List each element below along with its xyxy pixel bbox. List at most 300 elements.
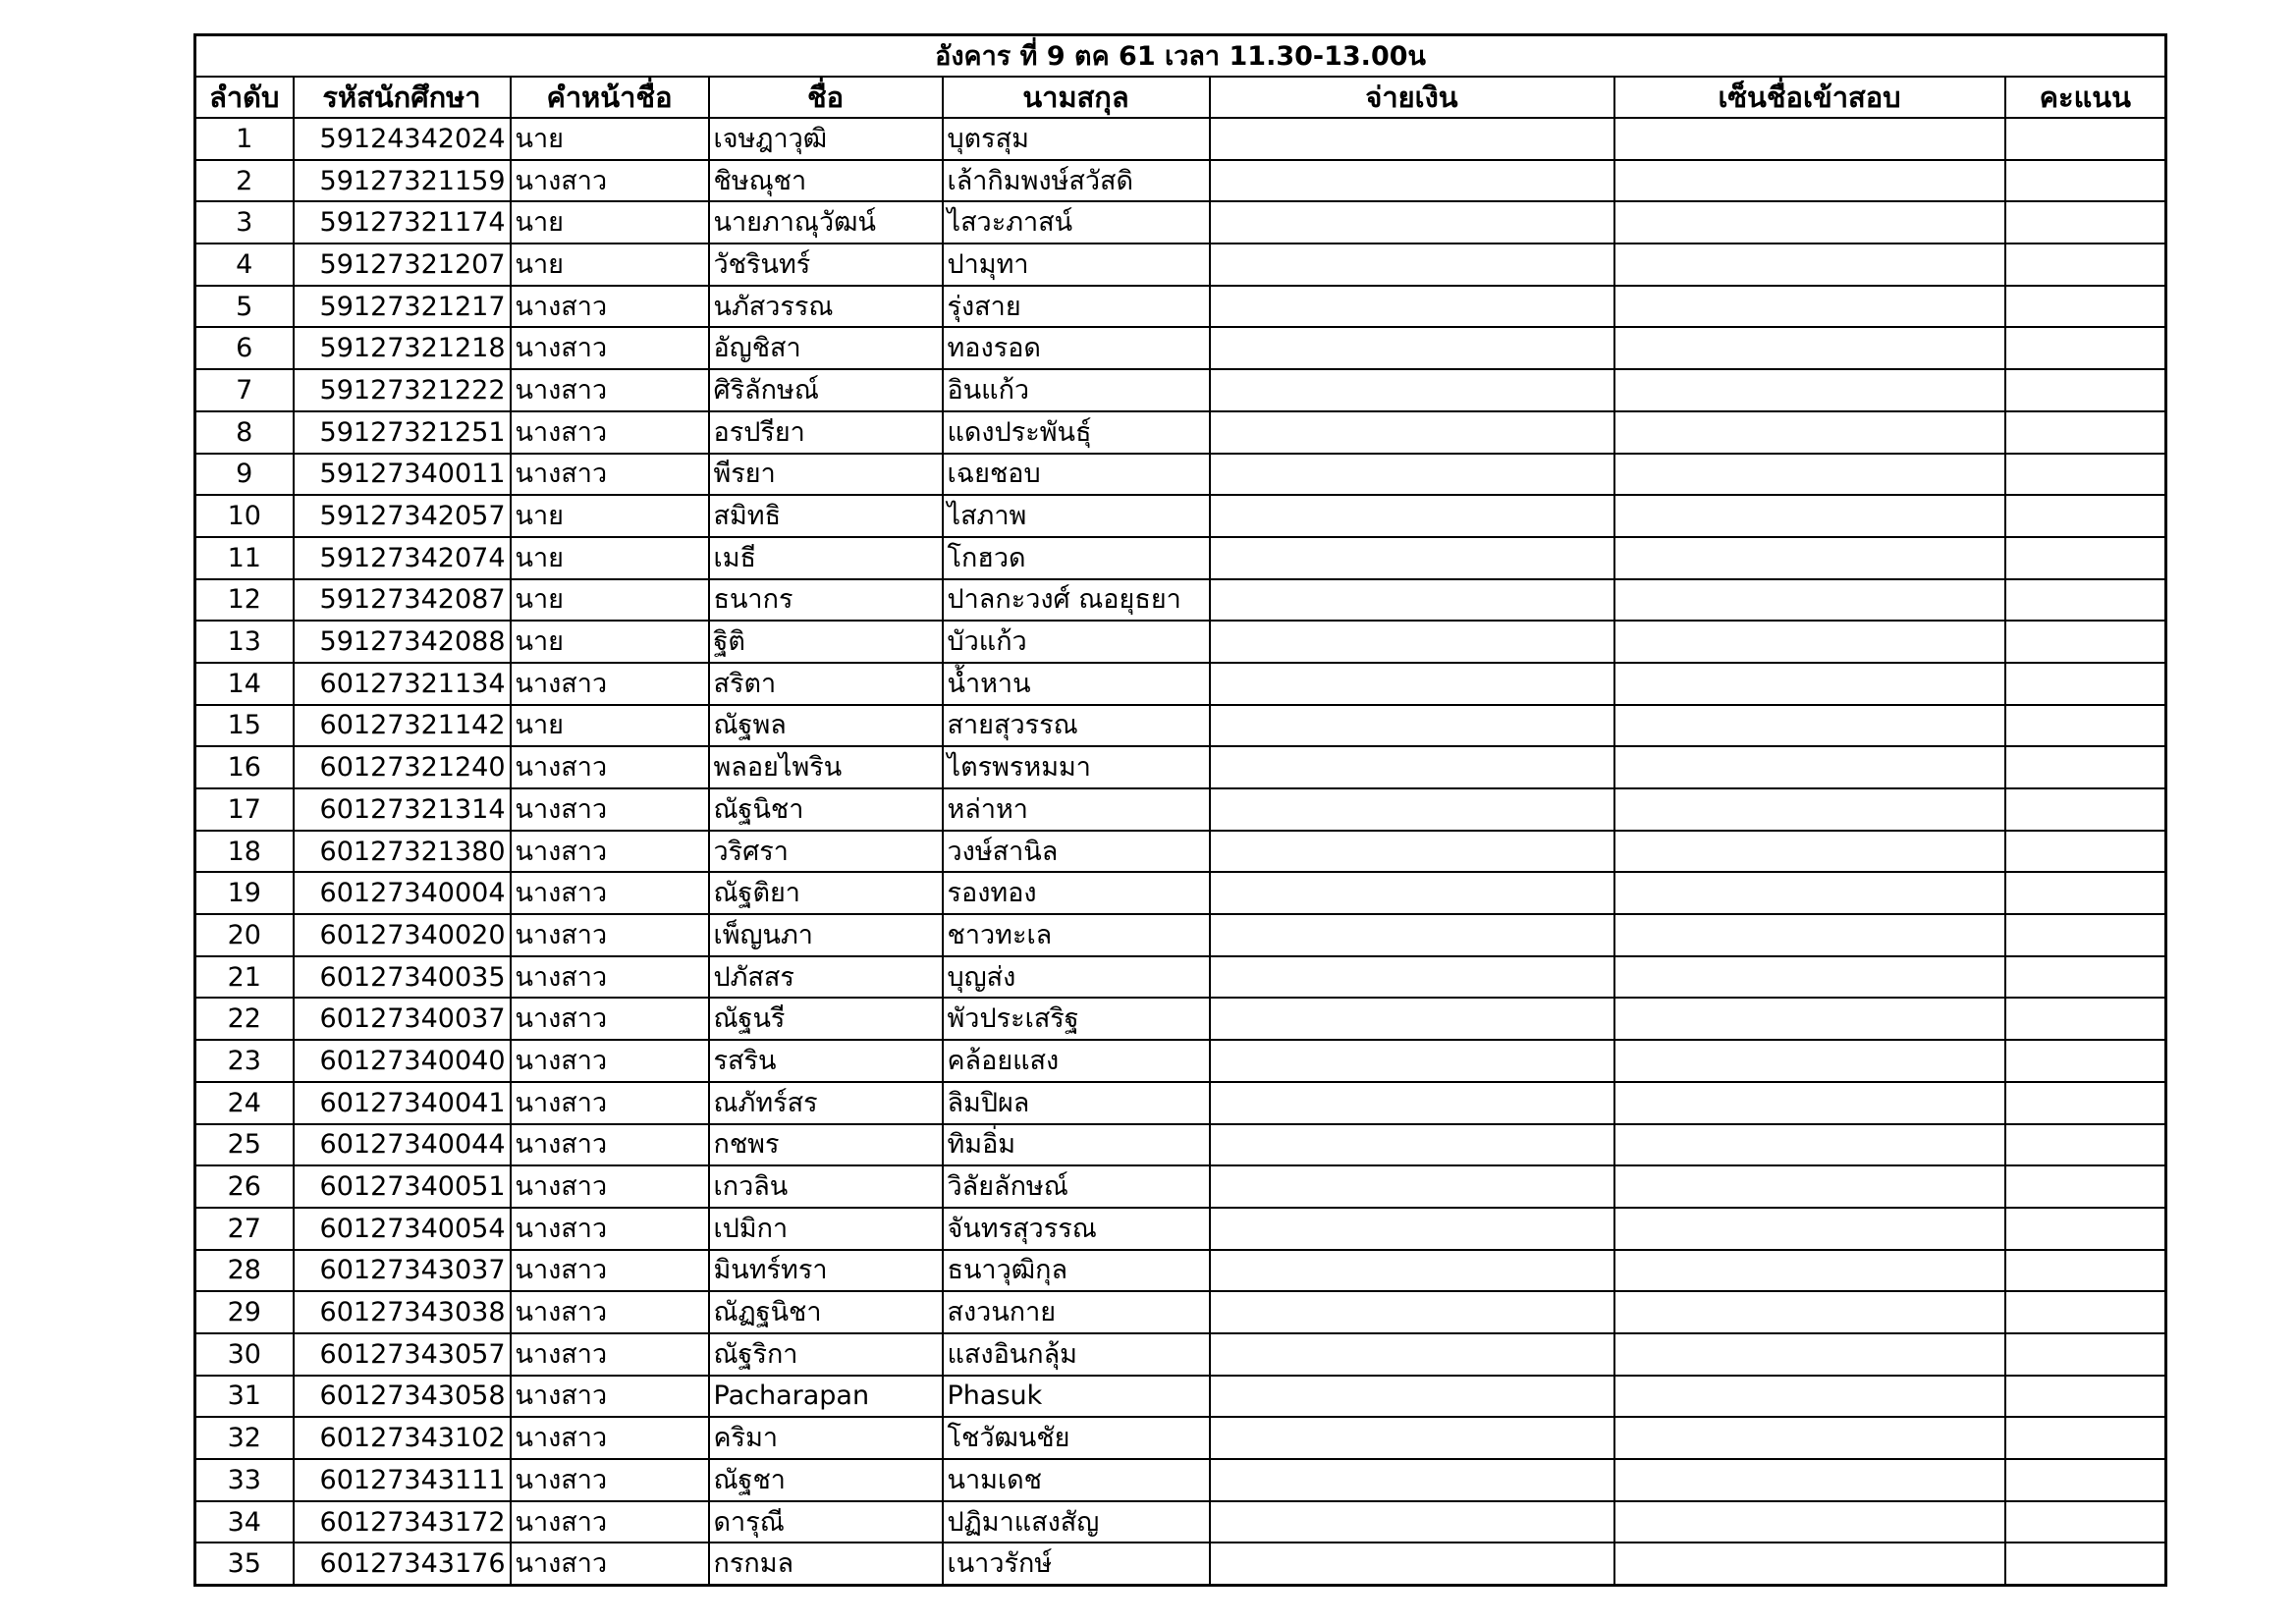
student-id-cell: 60127343038	[294, 1291, 511, 1333]
first-name-cell: ณัฏฐนิชา	[709, 1291, 943, 1333]
first-name-cell: ณภัทร์สร	[709, 1082, 943, 1124]
score-cell	[2005, 956, 2166, 999]
payment-cell	[1210, 579, 1614, 622]
prefix-cell: นาย	[511, 201, 709, 244]
row-number: 16	[195, 746, 294, 788]
row-number: 27	[195, 1208, 294, 1250]
student-id-cell: 60127340041	[294, 1082, 511, 1124]
last-name-cell: โชวัฒนชัย	[943, 1417, 1210, 1459]
student-id-cell: 60127343102	[294, 1417, 511, 1459]
last-name-cell: ปฏิมาแสงสัญ	[943, 1501, 1210, 1543]
table-row	[195, 1250, 2166, 1292]
score-cell	[2005, 118, 2166, 160]
prefix-cell: นางสาว	[511, 1333, 709, 1376]
student-id-cell: 60127340044	[294, 1124, 511, 1166]
row-number: 23	[195, 1040, 294, 1082]
first-name-cell: ณัฐนรี	[709, 998, 943, 1040]
student-id-cell: 59127342074	[294, 537, 511, 579]
signature-cell	[1614, 579, 2005, 622]
header-payment: จ่ายเงิน	[1210, 77, 1614, 118]
last-name-cell: ทิมอิ่ม	[943, 1124, 1210, 1166]
row-number: 7	[195, 369, 294, 411]
last-name-cell: แดงประพันธุ์	[943, 411, 1210, 454]
student-id-cell: 60127340051	[294, 1165, 511, 1208]
prefix-cell: นางสาว	[511, 998, 709, 1040]
signature-cell	[1614, 244, 2005, 286]
prefix-cell: นางสาว	[511, 454, 709, 496]
row-number: 29	[195, 1291, 294, 1333]
last-name-cell: พัวประเสริฐ	[943, 998, 1210, 1040]
prefix-cell: นาย	[511, 118, 709, 160]
first-name-cell: สริตา	[709, 663, 943, 705]
row-number: 26	[195, 1165, 294, 1208]
score-cell	[2005, 1165, 2166, 1208]
payment-cell	[1210, 411, 1614, 454]
table-row	[195, 1459, 2166, 1501]
last-name-cell: นามเดช	[943, 1459, 1210, 1501]
signature-cell	[1614, 1376, 2005, 1418]
student-id-cell: 60127340004	[294, 872, 511, 914]
first-name-cell: วัชรินทร์	[709, 244, 943, 286]
signature-cell	[1614, 1333, 2005, 1376]
table-row	[195, 914, 2166, 956]
score-cell	[2005, 1040, 2166, 1082]
table-row	[195, 537, 2166, 579]
score-cell	[2005, 411, 2166, 454]
payment-cell	[1210, 495, 1614, 537]
student-id-cell: 60127321142	[294, 705, 511, 747]
table-row	[195, 1291, 2166, 1333]
prefix-cell: นางสาว	[511, 1082, 709, 1124]
first-name-cell: สมิทธิ	[709, 495, 943, 537]
last-name-cell: บัวแก้ว	[943, 621, 1210, 663]
last-name-cell: รุ่งสาย	[943, 286, 1210, 328]
payment-cell	[1210, 621, 1614, 663]
last-name-cell: ไสภาพ	[943, 495, 1210, 537]
student-id-cell: 60127321380	[294, 831, 511, 873]
student-id-cell: 60127343176	[294, 1543, 511, 1585]
signature-cell	[1614, 495, 2005, 537]
payment-cell	[1210, 831, 1614, 873]
table-row	[195, 201, 2166, 244]
header-prefix: คำหน้าชื่อ	[511, 77, 709, 118]
header-last-name: นามสกุล	[943, 77, 1210, 118]
payment-cell	[1210, 1291, 1614, 1333]
student-id-cell: 60127321314	[294, 788, 511, 831]
row-number: 3	[195, 201, 294, 244]
row-number: 20	[195, 914, 294, 956]
table-row	[195, 1501, 2166, 1543]
score-cell	[2005, 1250, 2166, 1292]
row-number: 15	[195, 705, 294, 747]
payment-cell	[1210, 201, 1614, 244]
first-name-cell: ธนากร	[709, 579, 943, 622]
first-name-cell: อัญชิสา	[709, 327, 943, 369]
table-row	[195, 1417, 2166, 1459]
table-row	[195, 1543, 2166, 1585]
payment-cell	[1210, 663, 1614, 705]
first-name-cell: ณัฐริกา	[709, 1333, 943, 1376]
prefix-cell: นางสาว	[511, 411, 709, 454]
score-cell	[2005, 831, 2166, 873]
signature-cell	[1614, 1291, 2005, 1333]
signature-cell	[1614, 1543, 2005, 1585]
score-cell	[2005, 746, 2166, 788]
table-row	[195, 1165, 2166, 1208]
first-name-cell: กชพร	[709, 1124, 943, 1166]
table-row	[195, 1124, 2166, 1166]
signature-cell	[1614, 1417, 2005, 1459]
first-name-cell: กรกมล	[709, 1543, 943, 1585]
table-row	[195, 1082, 2166, 1124]
payment-cell	[1210, 872, 1614, 914]
last-name-cell: ไสวะภาสน์	[943, 201, 1210, 244]
first-name-cell: เจษฎาวุฒิ	[709, 118, 943, 160]
row-number: 17	[195, 788, 294, 831]
row-number: 11	[195, 537, 294, 579]
first-name-cell: ดารุณี	[709, 1501, 943, 1543]
score-cell	[2005, 579, 2166, 622]
signature-cell	[1614, 160, 2005, 202]
prefix-cell: นางสาว	[511, 1291, 709, 1333]
score-cell	[2005, 1333, 2166, 1376]
student-id-cell: 60127340037	[294, 998, 511, 1040]
signature-cell	[1614, 1124, 2005, 1166]
prefix-cell: นาย	[511, 537, 709, 579]
last-name-cell: ลิมปิผล	[943, 1082, 1210, 1124]
student-id-cell: 59127321217	[294, 286, 511, 328]
payment-cell	[1210, 998, 1614, 1040]
row-number: 30	[195, 1333, 294, 1376]
table-row	[195, 1376, 2166, 1418]
signature-cell	[1614, 1501, 2005, 1543]
payment-cell	[1210, 1376, 1614, 1418]
signature-cell	[1614, 831, 2005, 873]
signature-cell	[1614, 663, 2005, 705]
payment-cell	[1210, 454, 1614, 496]
signature-cell	[1614, 118, 2005, 160]
student-id-cell: 59127321159	[294, 160, 511, 202]
row-number: 18	[195, 831, 294, 873]
row-number: 4	[195, 244, 294, 286]
payment-cell	[1210, 788, 1614, 831]
last-name-cell: ชาวทะเล	[943, 914, 1210, 956]
first-name-cell: ชิษณุชา	[709, 160, 943, 202]
first-name-cell: คริมา	[709, 1417, 943, 1459]
signature-cell	[1614, 705, 2005, 747]
table-row	[195, 956, 2166, 999]
table-row	[195, 746, 2166, 788]
last-name-cell: คล้อยแสง	[943, 1040, 1210, 1082]
payment-cell	[1210, 1501, 1614, 1543]
score-cell	[2005, 998, 2166, 1040]
score-cell	[2005, 369, 2166, 411]
score-cell	[2005, 537, 2166, 579]
payment-cell	[1210, 1208, 1614, 1250]
student-id-cell: 59127342087	[294, 579, 511, 622]
table-row	[195, 495, 2166, 537]
table-row	[195, 411, 2166, 454]
first-name-cell: พลอยไพริน	[709, 746, 943, 788]
table-row	[195, 118, 2166, 160]
table-row	[195, 1333, 2166, 1376]
student-id-cell: 60127343058	[294, 1376, 511, 1418]
student-id-cell: 60127321134	[294, 663, 511, 705]
prefix-cell: นางสาว	[511, 788, 709, 831]
student-id-cell: 59127321174	[294, 201, 511, 244]
student-id-cell: 60127343037	[294, 1250, 511, 1292]
score-cell	[2005, 872, 2166, 914]
table-row	[195, 160, 2166, 202]
score-cell	[2005, 1208, 2166, 1250]
student-id-cell: 60127321240	[294, 746, 511, 788]
prefix-cell: นางสาว	[511, 1040, 709, 1082]
first-name-cell: เกวลิน	[709, 1165, 943, 1208]
prefix-cell: นาย	[511, 579, 709, 622]
table-row	[195, 788, 2166, 831]
last-name-cell: ปามุทา	[943, 244, 1210, 286]
table-row	[195, 998, 2166, 1040]
payment-cell	[1210, 956, 1614, 999]
first-name-cell: รสริน	[709, 1040, 943, 1082]
table-row	[195, 1040, 2166, 1082]
payment-cell	[1210, 160, 1614, 202]
row-number: 31	[195, 1376, 294, 1418]
signature-cell	[1614, 1208, 2005, 1250]
signature-cell	[1614, 537, 2005, 579]
student-id-cell: 60127340040	[294, 1040, 511, 1082]
payment-cell	[1210, 244, 1614, 286]
table-row	[195, 1208, 2166, 1250]
payment-cell	[1210, 1124, 1614, 1166]
first-name-cell: ฐิติ	[709, 621, 943, 663]
score-cell	[2005, 1082, 2166, 1124]
payment-cell	[1210, 1543, 1614, 1585]
score-cell	[2005, 621, 2166, 663]
payment-cell	[1210, 327, 1614, 369]
first-name-cell: เมธี	[709, 537, 943, 579]
header-no: ลำดับ	[195, 77, 294, 118]
row-number: 10	[195, 495, 294, 537]
payment-cell	[1210, 537, 1614, 579]
last-name-cell: หล่าหา	[943, 788, 1210, 831]
row-number: 14	[195, 663, 294, 705]
payment-cell	[1210, 746, 1614, 788]
row-number: 8	[195, 411, 294, 454]
last-name-cell: น้ำหาน	[943, 663, 1210, 705]
student-id-cell: 59127321218	[294, 327, 511, 369]
prefix-cell: นางสาว	[511, 1376, 709, 1418]
row-number: 1	[195, 118, 294, 160]
signature-cell	[1614, 872, 2005, 914]
first-name-cell: ณัฐติยา	[709, 872, 943, 914]
first-name-cell: วริศรา	[709, 831, 943, 873]
prefix-cell: นาย	[511, 495, 709, 537]
last-name-cell: อินแก้ว	[943, 369, 1210, 411]
table-row	[195, 286, 2166, 328]
last-name-cell: สงวนกาย	[943, 1291, 1210, 1333]
first-name-cell: เพ็ญนภา	[709, 914, 943, 956]
row-number: 19	[195, 872, 294, 914]
last-name-cell: เล้ากิมพงษ์สวัสดิ	[943, 160, 1210, 202]
signature-cell	[1614, 286, 2005, 328]
row-number: 9	[195, 454, 294, 496]
table-row	[195, 872, 2166, 914]
signature-cell	[1614, 1459, 2005, 1501]
last-name-cell: สายสุวรรณ	[943, 705, 1210, 747]
last-name-cell: จันทรสุวรรณ	[943, 1208, 1210, 1250]
payment-cell	[1210, 1459, 1614, 1501]
table-row	[195, 663, 2166, 705]
first-name-cell: ณัฐพล	[709, 705, 943, 747]
student-id-cell: 59127340011	[294, 454, 511, 496]
prefix-cell: นางสาว	[511, 872, 709, 914]
payment-cell	[1210, 1333, 1614, 1376]
score-cell	[2005, 495, 2166, 537]
first-name-cell: ปภัสสร	[709, 956, 943, 999]
student-id-cell: 60127340054	[294, 1208, 511, 1250]
table-row	[195, 454, 2166, 496]
header-score: คะแนน	[2005, 77, 2166, 118]
prefix-cell: นางสาว	[511, 746, 709, 788]
table-body	[195, 118, 2166, 1585]
row-number: 12	[195, 579, 294, 622]
exam-attendance-table	[193, 33, 2167, 1587]
signature-cell	[1614, 621, 2005, 663]
payment-cell	[1210, 1165, 1614, 1208]
prefix-cell: นางสาว	[511, 831, 709, 873]
student-id-cell: 59127342088	[294, 621, 511, 663]
prefix-cell: นางสาว	[511, 1459, 709, 1501]
signature-cell	[1614, 1082, 2005, 1124]
student-id-cell: 59124342024	[294, 118, 511, 160]
score-cell	[2005, 1543, 2166, 1585]
signature-cell	[1614, 956, 2005, 999]
payment-cell	[1210, 914, 1614, 956]
table-row	[195, 369, 2166, 411]
score-cell	[2005, 1417, 2166, 1459]
last-name-cell: Phasuk	[943, 1376, 1210, 1418]
score-cell	[2005, 1501, 2166, 1543]
table-row	[195, 327, 2166, 369]
first-name-cell: ศิริลักษณ์	[709, 369, 943, 411]
signature-cell	[1614, 914, 2005, 956]
signature-cell	[1614, 1250, 2005, 1292]
payment-cell	[1210, 1040, 1614, 1082]
first-name-cell: ณัฐชา	[709, 1459, 943, 1501]
last-name-cell: บุญส่ง	[943, 956, 1210, 999]
row-number: 34	[195, 1501, 294, 1543]
row-number: 25	[195, 1124, 294, 1166]
prefix-cell: นางสาว	[511, 1501, 709, 1543]
prefix-cell: นางสาว	[511, 1208, 709, 1250]
first-name-cell: นภัสวรรณ	[709, 286, 943, 328]
student-id-cell: 60127343172	[294, 1501, 511, 1543]
row-number: 22	[195, 998, 294, 1040]
prefix-cell: นางสาว	[511, 1250, 709, 1292]
sheet-title: อังคาร ที่ 9 ตค 61 เวลา 11.30-13.00น	[195, 35, 2166, 78]
prefix-cell: นางสาว	[511, 914, 709, 956]
signature-cell	[1614, 369, 2005, 411]
last-name-cell: วงษ์สานิล	[943, 831, 1210, 873]
student-id-cell: 59127321251	[294, 411, 511, 454]
prefix-cell: นางสาว	[511, 1417, 709, 1459]
last-name-cell: แสงอินกลุ้ม	[943, 1333, 1210, 1376]
last-name-cell: วิลัยลักษณ์	[943, 1165, 1210, 1208]
student-id-cell: 59127321207	[294, 244, 511, 286]
prefix-cell: นางสาว	[511, 160, 709, 202]
row-number: 24	[195, 1082, 294, 1124]
last-name-cell: บุตรสุม	[943, 118, 1210, 160]
prefix-cell: นางสาว	[511, 1165, 709, 1208]
score-cell	[2005, 1376, 2166, 1418]
signature-cell	[1614, 1165, 2005, 1208]
score-cell	[2005, 244, 2166, 286]
row-number: 28	[195, 1250, 294, 1292]
prefix-cell: นางสาว	[511, 369, 709, 411]
score-cell	[2005, 201, 2166, 244]
header-student-id: รหัสนักศึกษา	[294, 77, 511, 118]
first-name-cell: อรปรียา	[709, 411, 943, 454]
last-name-cell: โกฮวด	[943, 537, 1210, 579]
score-cell	[2005, 1124, 2166, 1166]
last-name-cell: รองทอง	[943, 872, 1210, 914]
student-id-cell: 60127343057	[294, 1333, 511, 1376]
score-cell	[2005, 914, 2166, 956]
prefix-cell: นางสาว	[511, 327, 709, 369]
first-name-cell: พีรยา	[709, 454, 943, 496]
row-number: 21	[195, 956, 294, 999]
payment-cell	[1210, 1417, 1614, 1459]
last-name-cell: เฉยชอบ	[943, 454, 1210, 496]
row-number: 5	[195, 286, 294, 328]
table-row	[195, 705, 2166, 747]
prefix-cell: นางสาว	[511, 956, 709, 999]
prefix-cell: นาย	[511, 705, 709, 747]
row-number: 6	[195, 327, 294, 369]
last-name-cell: ปาลกะวงศ์ ณอยุธยา	[943, 579, 1210, 622]
signature-cell	[1614, 201, 2005, 244]
last-name-cell: ทองรอด	[943, 327, 1210, 369]
row-number: 35	[195, 1543, 294, 1585]
header-row	[195, 77, 2166, 118]
signature-cell	[1614, 1040, 2005, 1082]
student-id-cell: 60127340020	[294, 914, 511, 956]
prefix-cell: นางสาว	[511, 1124, 709, 1166]
first-name-cell: เปมิกา	[709, 1208, 943, 1250]
first-name-cell: มินทร์ทรา	[709, 1250, 943, 1292]
score-cell	[2005, 454, 2166, 496]
last-name-cell: เนาวรักษ์	[943, 1543, 1210, 1585]
table-row	[195, 831, 2166, 873]
header-signature: เซ็นชื่อเข้าสอบ	[1614, 77, 2005, 118]
prefix-cell: นางสาว	[511, 663, 709, 705]
payment-cell	[1210, 1250, 1614, 1292]
row-number: 2	[195, 160, 294, 202]
payment-cell	[1210, 118, 1614, 160]
signature-cell	[1614, 746, 2005, 788]
score-cell	[2005, 286, 2166, 328]
prefix-cell: นาย	[511, 244, 709, 286]
signature-cell	[1614, 788, 2005, 831]
signature-cell	[1614, 411, 2005, 454]
last-name-cell: ธนาวุฒิกุล	[943, 1250, 1210, 1292]
score-cell	[2005, 1459, 2166, 1501]
signature-cell	[1614, 998, 2005, 1040]
score-cell	[2005, 705, 2166, 747]
first-name-cell: นายภาณุวัฒน์	[709, 201, 943, 244]
payment-cell	[1210, 369, 1614, 411]
